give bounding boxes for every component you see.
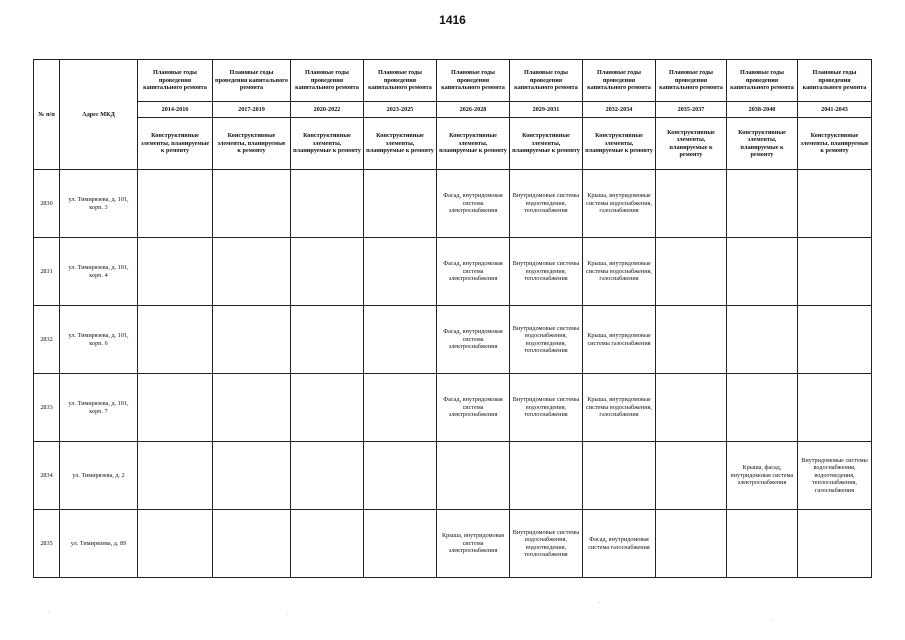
work-cell: Крыша, внутридомовые системы водоснабжения, газоснабжения xyxy=(583,238,656,306)
work-cell: Внутридомовые системы водоотведения, теплоснабжения xyxy=(510,238,583,306)
table-body xyxy=(34,170,872,578)
element-label: Конструктивные элементы, планируемые к ремонту xyxy=(437,118,510,170)
plan-label: Плановые годы проведения капитального ремонта xyxy=(583,60,656,102)
work-cell xyxy=(656,510,727,578)
element-label: Конструктивные элементы, планируемые к ремонту xyxy=(138,118,213,170)
row-number: 2832 xyxy=(34,306,60,374)
row-address: ул. Тимирязева, д. 2 xyxy=(60,442,138,510)
work-cell: Фасад, внутридомовая система электроснабжения xyxy=(437,170,510,238)
element-label: Конструктивные элементы, планируемые к ремонту xyxy=(213,118,291,170)
plan-label-row xyxy=(34,60,872,102)
row-address: ул. Тимирязева, д. 89 xyxy=(60,510,138,578)
work-cell xyxy=(798,238,872,306)
work-cell: Крыша, внутридомовые системы водоснабжения, газоснабжения xyxy=(583,374,656,442)
element-label: Конструктивные элементы, планируемые к ремонту xyxy=(291,118,364,170)
column-header-address: Адрес МКД xyxy=(60,60,138,170)
capital-repair-schedule-table xyxy=(33,59,872,578)
element-label: Конструктивные элементы, планируемые к ремонту xyxy=(656,118,727,170)
work-cell xyxy=(583,442,656,510)
work-cell: Фасад, внутридомовая система электроснабжения xyxy=(437,374,510,442)
table-row xyxy=(34,306,872,374)
work-cell xyxy=(213,238,291,306)
table-row xyxy=(34,374,872,442)
work-cell xyxy=(798,170,872,238)
plan-label: Плановые годы проведения капитального ремонта xyxy=(291,60,364,102)
work-cell xyxy=(291,510,364,578)
work-cell xyxy=(291,442,364,510)
row-number: 2831 xyxy=(34,238,60,306)
period-header: 2026-2028 xyxy=(437,102,510,118)
work-cell xyxy=(364,510,437,578)
table-row xyxy=(34,442,872,510)
work-cell xyxy=(291,170,364,238)
element-label: Конструктивные элементы, планируемые к ремонту xyxy=(727,118,798,170)
table-row xyxy=(34,510,872,578)
work-cell xyxy=(291,238,364,306)
work-cell: Фасад, внутридомовая система электроснабжения xyxy=(437,238,510,306)
work-cell xyxy=(213,170,291,238)
work-cell xyxy=(213,510,291,578)
element-label: Конструктивные элементы, планируемые к ремонту xyxy=(364,118,437,170)
plan-label: Плановые годы проведения капитального ремонта xyxy=(656,60,727,102)
work-cell xyxy=(656,442,727,510)
work-cell xyxy=(364,238,437,306)
plan-label: Плановые годы проведения капитального ремонта xyxy=(798,60,872,102)
period-header: 2038-2040 xyxy=(727,102,798,118)
work-cell: Фасад, внутридомовая система газоснабжения xyxy=(583,510,656,578)
work-cell xyxy=(656,238,727,306)
work-cell xyxy=(656,170,727,238)
work-cell xyxy=(138,306,213,374)
work-cell xyxy=(138,238,213,306)
work-cell: Крыша, внутридомовые системы водоснабжения, газоснабжения xyxy=(583,170,656,238)
period-header: 2032-2034 xyxy=(583,102,656,118)
work-cell: Крыша, внутридомовые системы газоснабжения xyxy=(583,306,656,374)
work-cell xyxy=(798,510,872,578)
period-row xyxy=(34,102,872,118)
row-address: ул. Тимирязева, д. 101, корп. 7 xyxy=(60,374,138,442)
work-cell: Крыша, внутридомовая система электроснабжения xyxy=(437,510,510,578)
work-cell xyxy=(213,306,291,374)
period-header: 2041-2043 xyxy=(798,102,872,118)
work-cell xyxy=(364,374,437,442)
page-number: 1416 xyxy=(439,13,466,27)
table-row xyxy=(34,238,872,306)
work-cell xyxy=(510,442,583,510)
work-cell xyxy=(364,170,437,238)
element-label-row xyxy=(34,118,872,170)
work-cell xyxy=(364,442,437,510)
plan-label: Плановые годы проведения капитального ремонта xyxy=(138,60,213,102)
plan-label: Плановые годы проведения капитального ремонта xyxy=(364,60,437,102)
period-header: 2017-2019 xyxy=(213,102,291,118)
work-cell xyxy=(727,374,798,442)
work-cell xyxy=(798,306,872,374)
work-cell xyxy=(291,374,364,442)
work-cell: Внутридомовые системы водоснабжения, водоотведения, теплоснабжения xyxy=(510,510,583,578)
work-cell xyxy=(213,442,291,510)
work-cell xyxy=(364,306,437,374)
scan-speck: · xyxy=(598,600,600,606)
row-address: ул. Тимирязева, д. 101, корп. 4 xyxy=(60,238,138,306)
work-cell xyxy=(213,374,291,442)
element-label: Конструктивные элементы, планируемые к ремонту xyxy=(583,118,656,170)
table-row xyxy=(34,170,872,238)
table-header xyxy=(34,60,872,170)
work-cell xyxy=(727,238,798,306)
plan-label: Плановые годы проведения капитального ремонта xyxy=(727,60,798,102)
period-header: 2029-2031 xyxy=(510,102,583,118)
work-cell xyxy=(138,170,213,238)
plan-label: Плановые годы проведения капитального ремонта xyxy=(510,60,583,102)
work-cell xyxy=(291,306,364,374)
work-cell xyxy=(727,510,798,578)
row-address: ул. Тимирязева, д. 101, корп. 3 xyxy=(60,170,138,238)
work-cell xyxy=(798,374,872,442)
scan-speck: · xyxy=(48,610,50,616)
period-header: 2014-2016 xyxy=(138,102,213,118)
work-cell xyxy=(138,510,213,578)
work-cell xyxy=(656,306,727,374)
work-cell xyxy=(727,306,798,374)
period-header: 2023-2025 xyxy=(364,102,437,118)
element-label: Конструктивные элементы, планируемые к ремонту xyxy=(510,118,583,170)
plan-label: Плановые годы проведения капитального ремонта xyxy=(437,60,510,102)
work-cell: Внутридомовые системы водоотведения, теплоснабжения xyxy=(510,374,583,442)
row-address: ул. Тимирязева, д. 101, корп. 6 xyxy=(60,306,138,374)
work-cell xyxy=(656,374,727,442)
work-cell xyxy=(138,374,213,442)
period-header: 2020-2022 xyxy=(291,102,364,118)
work-cell: Внутридомовые системы водоснабжения, водоотведения, теплоснабжения xyxy=(510,306,583,374)
work-cell: Фасад, внутридомовая система электроснабжения xyxy=(437,306,510,374)
plan-label: Плановые годы проведения капитального ремонта xyxy=(213,60,291,102)
row-number: 2833 xyxy=(34,374,60,442)
scan-speck: · xyxy=(770,618,772,624)
row-number: 2830 xyxy=(34,170,60,238)
row-number: 2834 xyxy=(34,442,60,510)
element-label: Конструктивные элементы, планируемые к ремонту xyxy=(798,118,872,170)
work-cell xyxy=(138,442,213,510)
scan-speck: · xyxy=(286,612,288,618)
period-header: 2035-2037 xyxy=(656,102,727,118)
column-header-number: № п/п xyxy=(34,60,60,170)
work-cell: Внутридомовые системы водоснабжения, водоотведения, теплоснабжения, газоснабжения xyxy=(798,442,872,510)
work-cell xyxy=(437,442,510,510)
row-number: 2835 xyxy=(34,510,60,578)
work-cell: Внутридомовые системы водоотведения, теплоснабжения xyxy=(510,170,583,238)
work-cell xyxy=(727,170,798,238)
work-cell: Крыша, фасад, внутридомовая система электроснабжения xyxy=(727,442,798,510)
